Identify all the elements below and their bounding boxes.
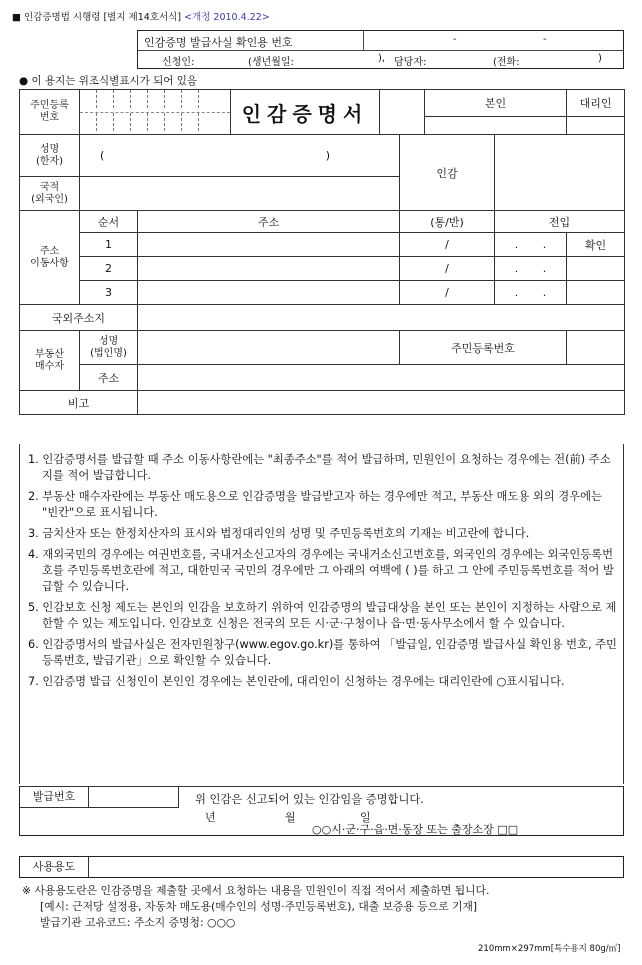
remarks-field[interactable] [138, 391, 625, 415]
usage-label: 사용용도 [20, 857, 89, 877]
tongban-cell[interactable]: / [400, 233, 495, 257]
notes-section [19, 444, 624, 784]
note-item: 1. 인감증명서를 발급할 때 주소 이동사항란에는 "최종주소"를 적어 발급하며, 민원인이 요청하는 경우에는 전(前) 주소지를 적어 발급합니다. [28, 453, 611, 482]
phone-close: ) [598, 53, 602, 64]
seal-box[interactable] [495, 135, 625, 211]
usage-field[interactable] [88, 857, 623, 877]
agent-mark[interactable] [567, 116, 625, 134]
document-title: 인감증명서 [241, 101, 369, 126]
foreign-address-label: 국외주소지 [20, 305, 138, 331]
buyer-name-label: 성명 (법인명) [80, 331, 138, 365]
issue-check-label: 인감증명 발급사실 확인용 번호 [144, 36, 293, 49]
foreign-address-field[interactable] [138, 305, 625, 331]
seal-label: 인감 [400, 135, 495, 211]
birth-label: (생년월일: [248, 57, 294, 68]
rrn-field[interactable] [80, 90, 380, 135]
form-reference-text: ■ 인감증명법 시행령 [별지 제14호서식] [12, 12, 182, 23]
buyer-rrn-field[interactable] [567, 331, 625, 365]
note-item: 5. 인감보호 신청 제도는 본인의 인감을 보호하기 위하여 인감증명의 발급대상을 본인 또는 본인이 지정하는 사람으로 제한할 수 있는 제도입니다. 인감보호 신청은 전국의 모든 시·군·구청이나 읍·면·동사무소에서 할 수 있습니다. [28, 601, 617, 630]
usage-box [19, 856, 624, 878]
form-reference [12, 9, 270, 23]
note-item: 3. 금치산자 또는 한정치산자의 표시와 법정대리인의 성명 및 주민등록번호의 기재는 비고란에 합니다. [28, 527, 530, 540]
revision-date: <개정 2010.4.22> [184, 12, 270, 23]
address-history-label: 주소 이동사항 [20, 211, 80, 305]
table-row [20, 281, 625, 305]
issuer-code: 발급기관 고유코드: 주소지 증명청: ○○○ [40, 916, 236, 929]
table-row [20, 233, 625, 257]
address-cell[interactable] [138, 281, 400, 305]
row-number: 3 [80, 281, 138, 305]
dash: - [543, 34, 547, 45]
col-address: 주소 [138, 211, 400, 233]
remarks-label: 비고 [20, 391, 138, 415]
note-item: 2. 부동산 매수자란에는 부동산 매도용으로 인감증명을 발급받고자 하는 경우에만 적고, 부동산 매도용 외의 경우에는 "빈칸"으로 표시됩니다. [28, 490, 602, 519]
nationality-field[interactable] [80, 177, 400, 211]
self-column: 본인 [425, 90, 567, 117]
self-mark[interactable] [425, 116, 567, 134]
issue-number-label: 발급번호 [20, 787, 89, 808]
usage-note: ※ 사용용도란은 인감증명을 제출할 곳에서 요청하는 내용을 민원인이 직접 적어서 제출하면 됩니다. [22, 884, 490, 897]
main-table [19, 89, 624, 415]
name-label: 성명 (한자) [20, 135, 80, 177]
paper-note: ● 이 용지는 위조식별표시가 되어 있음 [19, 75, 197, 87]
row-number: 2 [80, 257, 138, 281]
paren-close: ) [325, 149, 331, 162]
table-row [20, 257, 625, 281]
note-item: 6. 인감증명서의 발급사실은 전자민원창구(www.egov.go.kr)를 통하여 「발급일, 인감증명 발급사실 확인용 번호, 주민등록번호, 발급기관」으로 확인할 수 있습니다. [28, 638, 617, 667]
confirm-cell [567, 257, 625, 281]
col-movein: 전입 [495, 211, 625, 233]
note-item: 4. 재외국민의 경우에는 여권번호를, 국내거소신고자의 경우에는 국내거소신고번호를, 외국인의 경우에는 외국인등록번호를 주민등록번호란에 적고, 대한민국 국민의 경우에만 그 아래의 여백에 ( )를 하고 그 안에 주민등록번호를 적어 발급할 수 있습니다. [28, 548, 614, 593]
address-cell[interactable] [138, 257, 400, 281]
issue-check-box [137, 30, 624, 69]
issuer-text: ○○시·군·구·읍·면·동장 또는 출장소장 □□ [312, 823, 519, 836]
address-cell[interactable] [138, 233, 400, 257]
buyer-address-label: 주소 [80, 365, 138, 391]
movein-cell[interactable]: . . [495, 281, 567, 305]
confirm-cell [567, 281, 625, 305]
year-label: 년 [205, 811, 216, 824]
note-item: 7. 인감증명 발급 신청인이 본인인 경우에는 본인란에, 대리인이 신청하는 경우에는 대리인란에 ○표시됩니다. [28, 675, 565, 688]
col-tongban: (통/반) [400, 211, 495, 233]
movein-cell[interactable]: . . [495, 257, 567, 281]
tongban-cell[interactable]: / [400, 257, 495, 281]
birth-close: ), [378, 53, 386, 64]
buyer-name-field[interactable] [138, 331, 400, 365]
officer-label: 담당자: [394, 57, 427, 68]
buyer-address-field[interactable] [138, 365, 625, 391]
buyer-label: 부동산 매수자 [20, 331, 80, 391]
buyer-rrn-label: 주민등록번호 [400, 331, 567, 365]
issue-block [19, 786, 624, 836]
issue-number-field[interactable] [88, 787, 179, 808]
applicant-label: 신청인: [162, 57, 195, 68]
dash: - [453, 34, 457, 45]
name-field[interactable] [80, 135, 400, 177]
rrn-label: 주민등록 번호 [20, 90, 80, 135]
certify-text: 위 인감은 신고되어 있는 인감임을 증명합니다. [195, 793, 424, 806]
phone-label: (전화: [493, 57, 520, 68]
paren-open: ( [100, 149, 105, 162]
usage-example: [예시: 근저당 설정용, 자동차 매도용(매수인의 성명·주민등록번호), 대출 보증용 등으로 기재] [40, 900, 478, 913]
day-label: 일 [360, 811, 371, 824]
col-order: 순서 [80, 211, 138, 233]
movein-cell[interactable]: . . [495, 233, 567, 257]
nationality-label: 국적 (외국인) [20, 177, 80, 211]
row-number: 1 [80, 233, 138, 257]
agent-column: 대리인 [567, 90, 625, 117]
confirm-cell: 확인 [567, 233, 625, 257]
tongban-cell[interactable]: / [400, 281, 495, 305]
month-label: 월 [285, 811, 296, 824]
paper-spec: 210mm×297mm[특수용지 80g/㎡] [478, 944, 621, 954]
